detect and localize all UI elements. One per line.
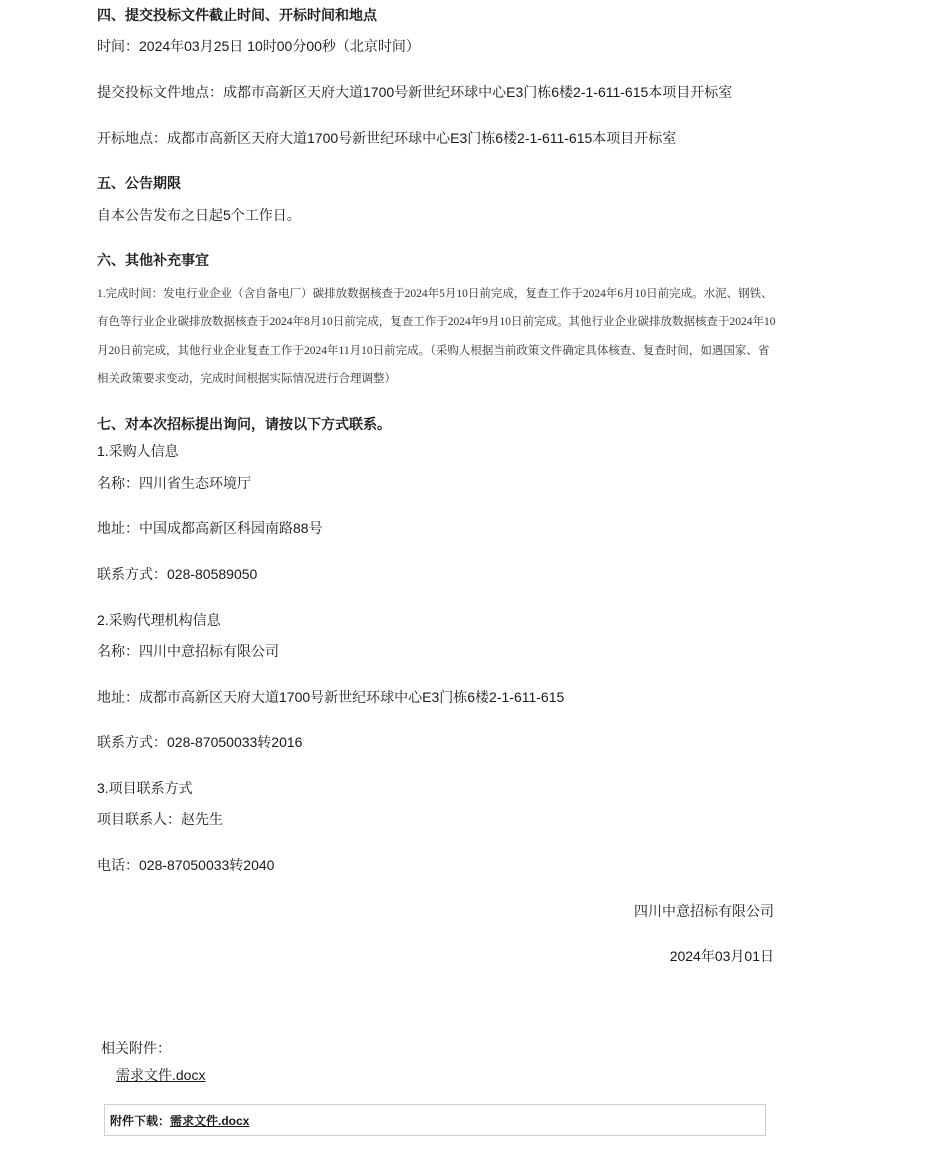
signature-company: 四川中意招标有限公司 (634, 903, 774, 919)
download-label: 附件下载： (110, 1114, 171, 1128)
purchaser-title: 1.采购人信息 (97, 443, 179, 459)
purchaser-address: 地址：中国成都高新区科园南路88号 (97, 520, 323, 536)
purchaser-name: 名称：四川省生态环境厅 (97, 475, 251, 491)
signature-date: 2024年03月01日 (669, 948, 774, 964)
notice-period-text: 自本公告发布之日起5个工作日。 (97, 207, 301, 223)
agency-contact: 联系方式：028-87050033转2016 (97, 734, 303, 750)
section7-heading: 七、对本次招标提出询问，请按以下方式联系。 (97, 416, 391, 432)
download-file-link[interactable]: 需求文件.docx (170, 1114, 250, 1128)
opening-location: 开标地点：成都市高新区天府大道1700号新世纪环球中心E3门栋6楼2-1-611-615本项目开标室 (97, 130, 677, 146)
attachment-file-link[interactable]: 需求文件.docx (116, 1067, 206, 1083)
attachment-download-box (104, 1104, 766, 1136)
section6-heading: 六、其他补充事宜 (97, 252, 209, 268)
project-phone: 电话：028-87050033转2040 (97, 857, 275, 873)
agency-address: 地址：成都市高新区天府大道1700号新世纪环球中心E3门栋6楼2-1-611-615 (97, 689, 565, 705)
project-contact-title: 3.项目联系方式 (97, 780, 193, 796)
purchaser-contact: 联系方式：028-80589050 (97, 566, 258, 582)
bid-deadline-time: 时间：2024年03月25日 10时00分00秒（北京时间） (97, 38, 420, 54)
project-contact-person: 项目联系人：赵先生 (97, 811, 223, 827)
section4-heading: 四、提交投标文件截止时间、开标时间和地点 (97, 7, 377, 23)
agency-title: 2.采购代理机构信息 (97, 612, 221, 628)
attachments-label: 相关附件： (101, 1040, 171, 1056)
submit-location: 提交投标文件地点：成都市高新区天府大道1700号新世纪环球中心E3门栋6楼2-1-611-615本项目开标室 (97, 84, 733, 100)
agency-name: 名称：四川中意招标有限公司 (97, 643, 279, 659)
section5-heading: 五、公告期限 (97, 175, 181, 191)
supplementary-text: 1.完成时间：发电行业企业（含自备电厂）碳排放数据核查于2024年5月10日前完成，复查工作于2024年6月10日前完成。水泥、钢铁、有色等行业企业碳排放数据核查于2024年8月10日前完成，复查工作于2024年9月10日前完成。其他行业企业碳排放数据核查于2024年10月20日前完成，其他行业企业复查工作于2024年11月10日前完成。（采购人根据当前政策文件确定具体核查、复查时间，如遇国家、省相关政策要求变动，完成时间根据实际情况进行合理调整） (97, 288, 776, 385)
